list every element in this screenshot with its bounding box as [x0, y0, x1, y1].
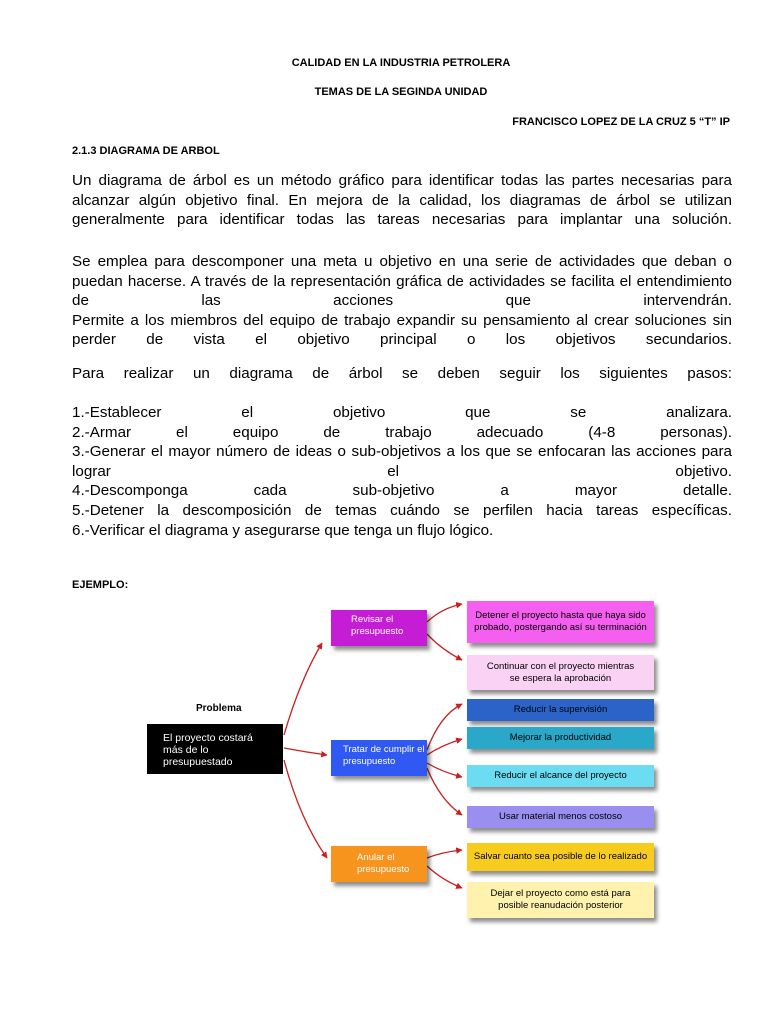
arrow-branch-1-to-leaf-1 — [427, 604, 462, 622]
leaf-box-detener — [467, 601, 654, 643]
branch-text: Tratar de cumplir el presupuesto — [343, 744, 425, 767]
step-item: 6.-Verificar el diagrama y asegurarse que tenga un flujo lógico. — [72, 521, 494, 539]
arrow-problem-to-branch-1 — [284, 643, 322, 735]
arrow-problem-to-branch-2 — [284, 748, 327, 755]
paragraph-purpose-text: Se emplea para descomponer una meta u objetivo en una serie de actividades que deban o puedan hacerse. A través de la representación gráfica de actividades se facilita el entendimiento de las acciones que intervendrán. — [72, 253, 732, 310]
leaf-text: Dejar el proyecto como está para posible reanudación posterior — [490, 888, 631, 911]
problem-label: Problema — [196, 703, 242, 714]
leaf-text: Continuar con el proyecto mientras se espera la aprobación — [486, 660, 635, 684]
arrow-branch-2-to-leaf-2 — [427, 739, 462, 755]
section-heading: 2.1.3 DIAGRAMA DE ARBOL — [72, 145, 220, 157]
leaf-text: Reducir la supervisión — [513, 704, 608, 715]
document-subtitle: TEMAS DE LA SEGINDA UNIDAD — [314, 86, 488, 98]
leaf-box-mejorar — [467, 727, 654, 749]
document-author: FRANCISCO LOPEZ DE LA CRUZ 5 “T” IP — [512, 116, 730, 128]
step-item: 3.-Generar el mayor número de ideas o sub-objetivos a los que se enfocaran las acciones para lograr el objetivo. — [72, 443, 732, 480]
branch-text: Revisar el presupuesto — [351, 614, 404, 637]
arrow-branch-2-to-leaf-1 — [427, 704, 462, 750]
step-item: 2.-Armar el equipo de trabajo adecuado (4-8 personas). — [72, 423, 732, 441]
branch-box-revisar — [331, 610, 427, 646]
leaf-text: Mejorar la productividad — [509, 732, 612, 743]
problem-text: El proyecto costará más de lo presupuestado — [163, 732, 253, 768]
leaf-text: Usar material menos costoso — [498, 811, 623, 822]
arrow-branch-3-to-leaf-1 — [427, 850, 462, 858]
paragraph-definition-text: Un diagrama de árbol es un método gráfico para identificar todas las partes necesarias para alcanzar algún objetivo final. En mejora de la calidad, los diagramas de árbol se utilizan generalmente para identificar todas las tareas necesarias para implantar una solución. — [72, 172, 732, 229]
leaf-box-dejar — [467, 882, 654, 918]
paragraph-benefit-text: Permite a los miembros del equipo de trabajo expandir su pensamiento al crear soluciones sin perder de vista el objetivo principal o los objetivos secundarios. — [72, 311, 732, 349]
leaf-box-material — [467, 806, 654, 828]
step-item: 4.-Descomponga cada sub-objetivo a mayor detalle. — [72, 482, 732, 500]
leaf-box-salvar — [467, 843, 654, 871]
leaf-box-continuar — [467, 655, 654, 690]
steps-intro-text: Para realizar un diagrama de árbol se deben seguir los siguientes pasos: — [72, 365, 732, 382]
branch-box-tratar — [331, 740, 427, 776]
leaf-box-reducir-supervision — [467, 699, 654, 721]
branch-text: Anular el presupuesto — [357, 852, 410, 875]
arrow-problem-to-branch-3 — [284, 760, 327, 858]
arrow-branch-2-to-leaf-3 — [427, 763, 462, 777]
step-item: 1.-Establecer el objetivo que se analizara. — [72, 404, 732, 421]
document-title: CALIDAD EN LA INDUSTRIA PETROLERA — [291, 57, 511, 69]
arrow-branch-3-to-leaf-2 — [427, 866, 462, 888]
leaf-box-reducir-alcance — [467, 765, 654, 787]
arrow-branch-1-to-leaf-2 — [427, 634, 462, 660]
problem-box — [147, 724, 283, 774]
leaf-text: Reducir el alcance del proyecto — [494, 770, 627, 781]
leaf-text: Salvar cuanto sea posible de lo realizado — [473, 851, 648, 862]
branch-box-anular — [331, 846, 427, 882]
step-item: 5.-Detener la descomposición de temas cuándo se perfilen hacia tareas específicas. — [72, 501, 732, 519]
example-label: EJEMPLO: — [72, 579, 129, 591]
leaf-text: Detener el proyecto hasta que haya sido probado, postergando así su terminación — [474, 610, 647, 633]
